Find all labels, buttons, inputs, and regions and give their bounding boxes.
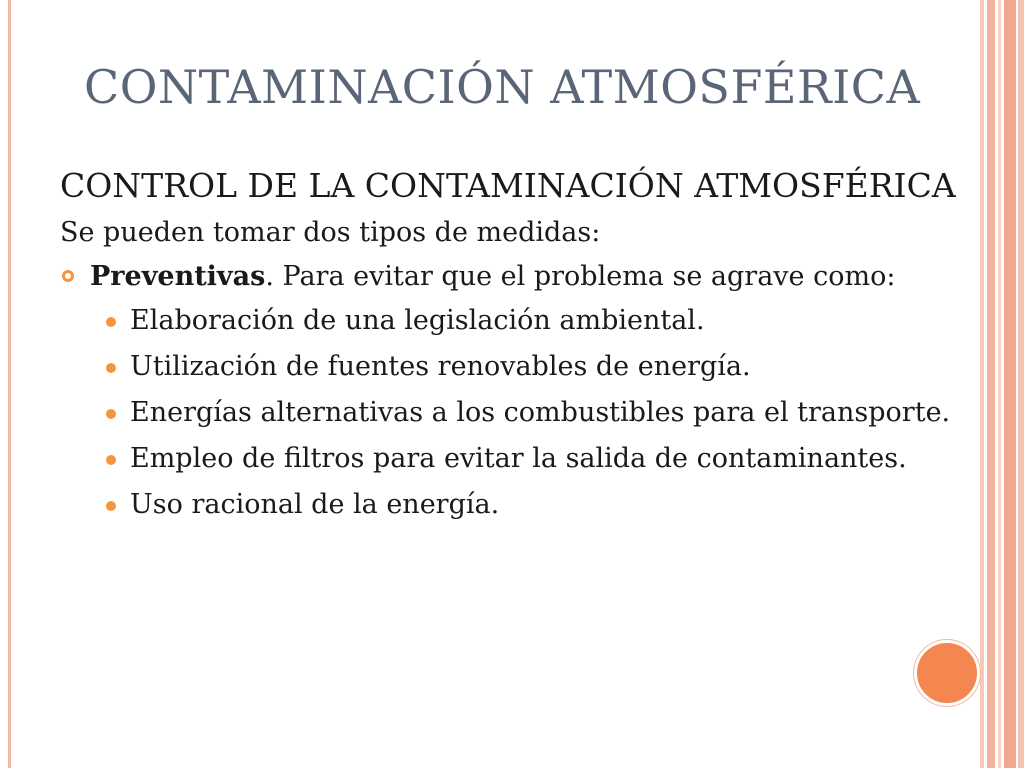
- intro-text: Se pueden tomar dos tipos de medidas:: [60, 217, 601, 248]
- bullet-preventive: [60, 259, 960, 295]
- dot-bullet-icon: [106, 363, 116, 373]
- sub-bullet: [60, 349, 960, 385]
- left-border-line: [8, 0, 11, 768]
- dot-bullet-icon: [106, 501, 116, 511]
- decorative-circle: [914, 640, 980, 706]
- sub-bullet-text: Elaboración de una legislación ambiental.: [130, 305, 705, 336]
- sub-bullet: [60, 441, 960, 477]
- preventive-term: Preventivas: [90, 261, 266, 292]
- dot-bullet-icon: [106, 317, 116, 327]
- sub-bullet-text: Energías alternativas a los combustibles para el transporte.: [130, 397, 951, 428]
- section-heading: CONTROL DE LA CONTAMINACIÓN ATMOSFÉRICA: [60, 166, 956, 205]
- sub-bullet-text: Empleo de filtros para evitar la salida de contaminantes.: [130, 443, 907, 474]
- sub-bullet-text: Uso racional de la energía.: [130, 489, 500, 520]
- slide-content: [60, 165, 960, 533]
- ring-bullet-icon: [62, 270, 74, 282]
- sub-bullet: [60, 303, 960, 339]
- sub-bullet-text: Utilización de fuentes renovables de energía.: [130, 351, 751, 382]
- decorative-stripes: [980, 0, 1024, 768]
- dot-bullet-icon: [106, 409, 116, 419]
- sub-bullet: [60, 395, 960, 431]
- sub-bullet: [60, 487, 960, 523]
- preventive-text: . Para evitar que el problema se agrave como:: [265, 261, 896, 292]
- dot-bullet-icon: [106, 455, 116, 465]
- slide-title: CONTAMINACIÓN ATMOSFÉRICA: [84, 60, 921, 114]
